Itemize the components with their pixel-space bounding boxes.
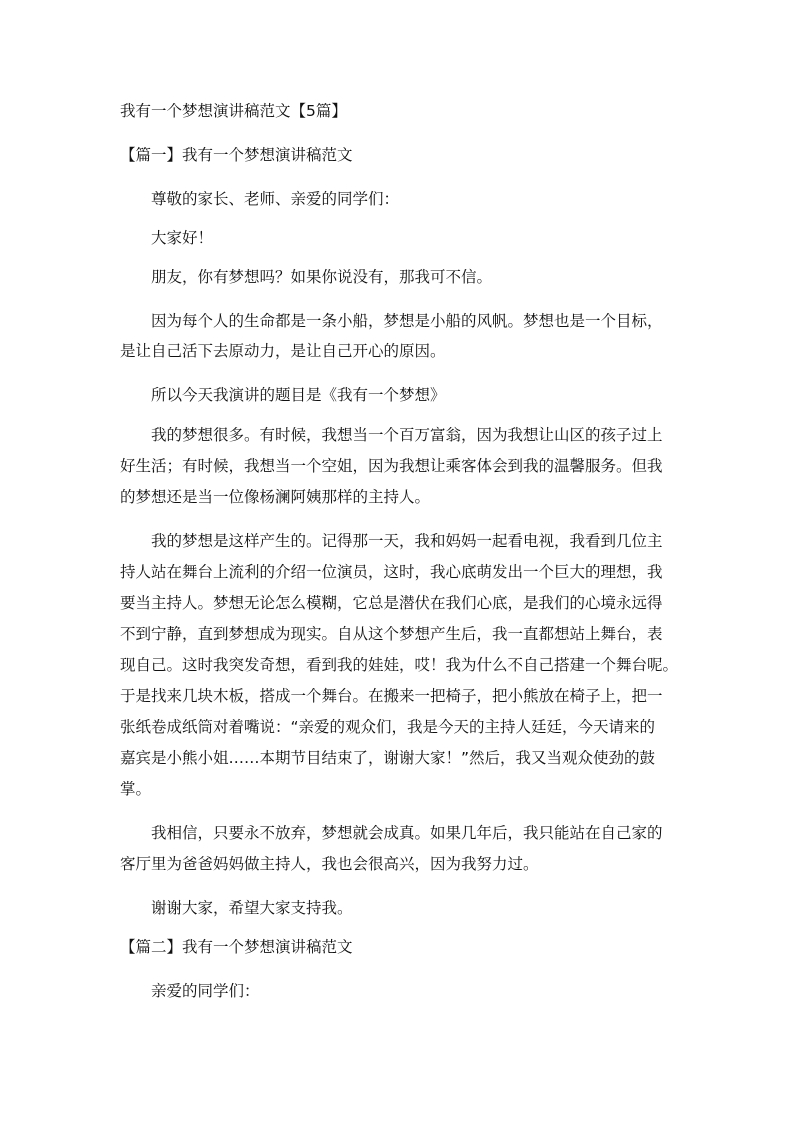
paragraph-line: 谢谢大家，希望大家支持我。 [151, 899, 353, 917]
paragraph-line: 现自己。这时我突发奇想，看到我的娃娃，哎！我为什么不自己搭建一个舞台呢。 [120, 656, 679, 674]
paragraph-line: 掌。 [120, 780, 152, 798]
paragraph-line: 嘉宾是小熊小姐……本期节目结束了，谢谢大家！”然后，我又当观众使劲的鼓 [120, 749, 656, 767]
paragraph-line: 张纸卷成纸筒对着嘴说：“亲爱的观众们，我是今天的主持人廷廷，今天请来的 [120, 718, 656, 736]
paragraph-line: 是让自己活下去原动力，是让自己开心的原因。 [120, 342, 446, 360]
paragraph-line: 亲爱的同学们： [151, 982, 260, 1000]
section-heading: 【篇二】我有一个梦想演讲稿范文 [120, 938, 353, 956]
paragraph-line: 要当主持人。梦想无论怎么模糊，它总是潜伏在我们心底，是我们的心境永远得 [120, 594, 663, 612]
paragraph-line: 好生活；有时候，我想当一个空姐，因为我想让乘客体会到我的温馨服务。但我 [120, 457, 663, 475]
paragraph-line: 我的梦想很多。有时候，我想当一个百万富翁，因为我想让山区的孩子过上 [151, 426, 663, 444]
paragraph-line: 于是找来几块木板，搭成一个舞台。在搬来一把椅子，把小熊放在椅子上，把一 [120, 687, 663, 705]
paragraph-line: 持人站在舞台上流利的介绍一位演员，这时，我心底萌发出一个巨大的理想，我 [120, 563, 663, 581]
paragraph-line: 因为每个人的生命都是一条小船，梦想是小船的风帆。梦想也是一个目标， [151, 312, 663, 330]
paragraph-line: 朋友，你有梦想吗？如果你说没有，那我可不信。 [151, 268, 493, 286]
paragraph-line: 客厅里为爸爸妈妈做主持人，我也会很高兴，因为我努力过。 [120, 855, 539, 873]
paragraph-line: 我的梦想是这样产生的。记得那一天，我和妈妈一起看电视，我看到几位主 [151, 532, 663, 550]
paragraph-line: 我相信，只要永不放弃，梦想就会成真。如果几年后，我只能站在自己家的 [151, 824, 663, 842]
paragraph-line: 尊敬的家长、老师、亲爱的同学们： [151, 190, 400, 208]
paragraph-line: 所以今天我演讲的题目是《我有一个梦想》 [151, 386, 446, 404]
document-title: 我有一个梦想演讲稿范文【5篇】 [120, 102, 347, 120]
paragraph-line: 不到宁静，直到梦想成为现实。自从这个梦想产生后，我一直都想站上舞台，表 [120, 625, 663, 643]
paragraph-line: 大家好！ [151, 229, 214, 247]
paragraph-line: 的梦想还是当一位像杨澜阿姨那样的主持人。 [120, 488, 431, 506]
section-heading: 【篇一】我有一个梦想演讲稿范文 [120, 146, 353, 164]
